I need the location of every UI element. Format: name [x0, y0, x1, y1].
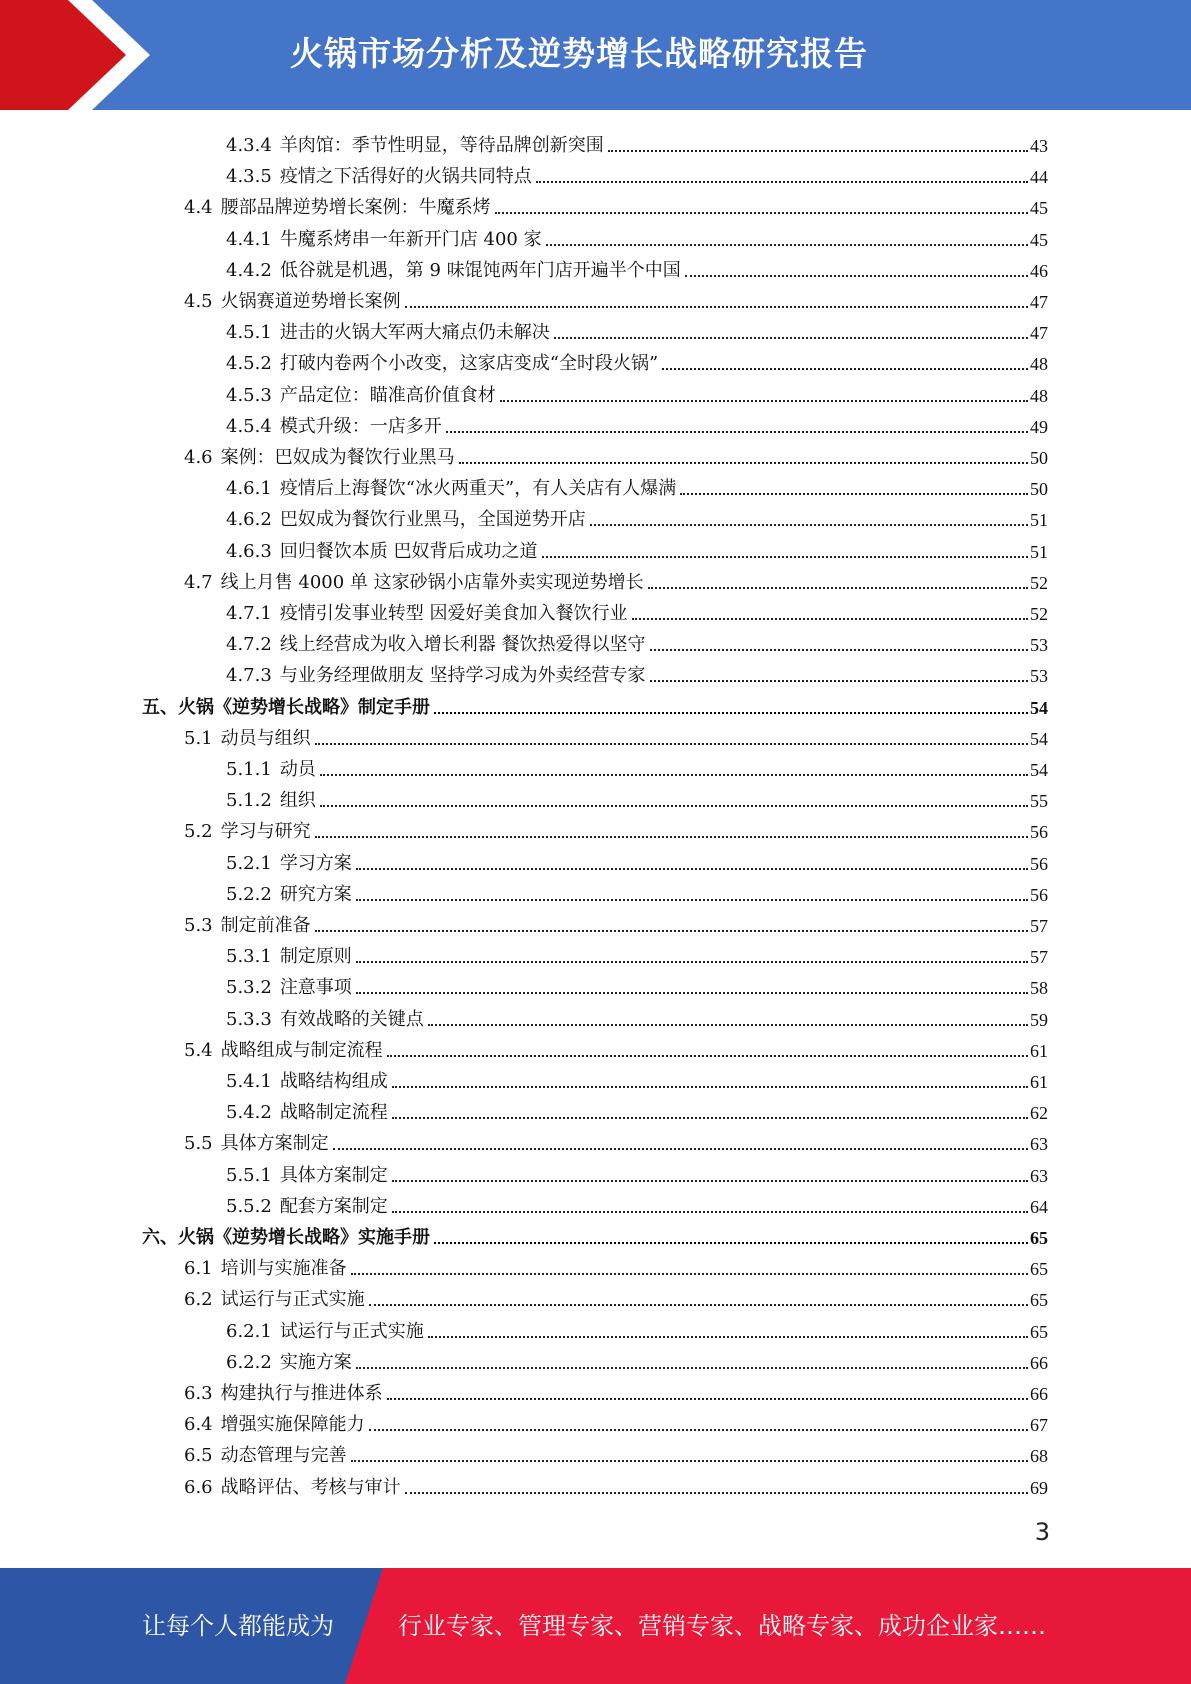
toc-entry-page: 68 [1030, 1446, 1048, 1467]
toc-entry-text: 战略制定流程 [279, 1102, 388, 1124]
toc-entry[interactable] [226, 875, 1048, 906]
toc-entry[interactable] [226, 1000, 1048, 1031]
toc-entry-text: 实施方案 [279, 1351, 352, 1373]
toc-entry-number: 4.5.3 [226, 384, 272, 406]
toc-dot-leader [356, 961, 1028, 963]
toc-dot-leader [650, 680, 1028, 682]
toc-entry-text: 培训与实施准备 [220, 1258, 347, 1280]
toc-entry-number: 5.4 [184, 1039, 213, 1061]
page-number: 3 [1034, 1518, 1050, 1546]
toc-entry[interactable] [184, 1031, 1048, 1062]
toc-entry-page: 48 [1030, 385, 1048, 406]
toc-entry-number: 5.5 [184, 1133, 213, 1155]
toc-entry-number: 6.3 [184, 1383, 213, 1404]
footer-banner [0, 1568, 1191, 1684]
toc-entry-number: 4.5.2 [226, 353, 272, 375]
toc-entry-page: 57 [1030, 916, 1048, 936]
toc-entry-page: 52 [1030, 572, 1048, 593]
toc-entry-text: 试运行与正式实施 [220, 1289, 365, 1311]
toc-entry-number: 6.2.1 [226, 1320, 272, 1342]
toc-dot-leader [608, 150, 1028, 152]
toc-entry-number: 4.6.3 [226, 540, 272, 562]
toc-entry-number: 4.4 [184, 197, 213, 219]
toc-entry[interactable] [142, 1218, 1048, 1249]
toc-entry-text: 模式升级：一店多开 [279, 415, 442, 437]
toc-entry-label [184, 447, 457, 469]
toc-entry-label [226, 541, 540, 563]
toc-entry-text: 疫情后上海餐饮“冰火两重天”，有人关店有人爆满 [279, 478, 677, 500]
toc-entry[interactable] [226, 844, 1048, 875]
toc-entry-page: 65 [1030, 1290, 1048, 1311]
toc-entry-text: 与业务经理做朋友 坚持学习成为外卖经营专家 [279, 665, 646, 687]
toc-dot-leader [356, 868, 1028, 870]
toc-entry-label [226, 1165, 390, 1187]
toc-dot-leader [685, 275, 1028, 277]
toc-entry-label [226, 884, 354, 906]
toc-entry-label [226, 135, 606, 157]
toc-entry-number: 4.7.2 [226, 634, 272, 656]
toc-dot-leader [428, 1336, 1028, 1338]
toc-entry-label [226, 759, 318, 781]
toc-entry-label [226, 665, 648, 687]
toc-entry-number: 5.2.2 [226, 883, 272, 905]
toc-entry-label [184, 572, 646, 594]
toc-entry-page: 63 [1030, 1134, 1048, 1155]
toc-entry-page: 47 [1030, 292, 1048, 312]
footer-slogan-left: 让每个人都能成为 [142, 1612, 334, 1640]
toc-entry-label [226, 385, 498, 407]
toc-entry-number: 5.1.1 [226, 759, 272, 780]
toc-entry-number: 5.3.3 [226, 1008, 272, 1030]
toc-entry[interactable] [226, 1312, 1048, 1343]
toc-entry-text: 制定前准备 [220, 915, 311, 936]
toc-entry-text: 配套方案制定 [279, 1195, 388, 1217]
toc-entry-number: 4.6.2 [226, 509, 272, 531]
toc-entry-label [226, 1071, 390, 1093]
toc-entry[interactable] [142, 688, 1048, 719]
toc-dot-leader [590, 524, 1028, 526]
toc-entry-label [184, 1040, 385, 1062]
toc-dot-leader [495, 212, 1028, 214]
toc-dot-leader [320, 805, 1028, 807]
toc-entry-page: 49 [1030, 416, 1048, 437]
toc-entry[interactable] [226, 376, 1048, 407]
toc-entry-number: 5.3 [184, 915, 213, 936]
toc-entry-page: 66 [1030, 1352, 1048, 1373]
toc-entry-text: 腰部品牌逆势增长案例：牛魔系烤 [220, 197, 491, 219]
toc-entry-text: 组织 [279, 790, 316, 812]
toc-entry-page: 56 [1030, 822, 1048, 843]
toc-entry-number: 6.6 [184, 1476, 213, 1498]
toc-entry-page: 56 [1030, 853, 1048, 874]
toc-entry-text: 疫情引发事业转型 因爱好美食加入餐饮行业 [279, 603, 628, 624]
toc-entry-number: 4.5 [184, 291, 213, 312]
toc-entry-page: 66 [1030, 1384, 1048, 1404]
toc-entry-page: 46 [1030, 260, 1048, 281]
toc-dot-leader [315, 743, 1028, 745]
toc-entry-label [184, 1133, 331, 1155]
toc-entry[interactable] [226, 532, 1048, 563]
toc-entry-text: 六、火锅《逆势增长战略》实施手册 [142, 1227, 430, 1248]
toc-entry[interactable] [226, 968, 1048, 999]
toc-entry-page: 63 [1030, 1165, 1048, 1186]
toc-entry-number: 4.3.5 [226, 166, 272, 188]
toc-entry-page: 52 [1030, 604, 1048, 624]
toc-entry[interactable] [184, 563, 1048, 594]
toc-dot-leader [405, 306, 1028, 308]
toc-dot-leader [536, 181, 1028, 183]
toc-entry-label [184, 1477, 403, 1499]
toc-entry[interactable] [226, 594, 1048, 625]
toc-dot-leader [369, 1429, 1028, 1431]
toc-entry-text: 产品定位：瞄准高价值食材 [279, 384, 496, 406]
toc-entry-label [184, 291, 403, 313]
toc-entry-label [142, 697, 432, 719]
toc-dot-leader [434, 1242, 1028, 1244]
toc-entry[interactable] [184, 1374, 1048, 1405]
toc-entry-text: 构建执行与推进体系 [220, 1383, 383, 1404]
toc-entry[interactable] [184, 719, 1048, 750]
toc-dot-leader [434, 712, 1028, 714]
toc-entry[interactable] [226, 344, 1048, 375]
toc-entry[interactable] [226, 1187, 1048, 1218]
toc-entry-text: 动态管理与完善 [220, 1445, 347, 1467]
toc-entry-page: 65 [1030, 1321, 1048, 1342]
toc-entry[interactable] [226, 251, 1048, 282]
toc-entry-label [184, 1258, 349, 1280]
toc-entry[interactable] [226, 937, 1048, 968]
toc-entry-page: 61 [1030, 1040, 1048, 1061]
toc-entry[interactable] [184, 1249, 1048, 1280]
toc-dot-leader [387, 1055, 1028, 1057]
toc-dot-leader [351, 1460, 1028, 1462]
toc-dot-leader [392, 1086, 1028, 1088]
toc-entry-page: 53 [1030, 666, 1048, 687]
toc-dot-leader [351, 1273, 1028, 1275]
toc-entry[interactable] [226, 656, 1048, 687]
toc-entry-label [226, 1009, 426, 1031]
toc-entry-text: 线上月售 4000 单 这家砂锅小店靠外卖实现逆势增长 [220, 571, 644, 593]
toc-entry-text: 具体方案制定 [279, 1164, 388, 1186]
toc-entry-text: 案例：巴奴成为餐饮行业黑马 [220, 447, 455, 468]
toc-entry[interactable] [184, 1124, 1048, 1155]
toc-entry-text: 研究方案 [279, 883, 352, 905]
toc-entry[interactable] [184, 812, 1048, 843]
toc-dot-leader [356, 992, 1028, 994]
toc-entry-text: 动员 [279, 759, 316, 780]
toc-entry-label [226, 1102, 390, 1124]
toc-entry-number: 5.4.1 [226, 1071, 272, 1092]
toc-entry-text: 战略评估、考核与审计 [220, 1476, 401, 1498]
toc-entry-page: 67 [1030, 1415, 1048, 1436]
toc-entry-label [226, 1321, 426, 1343]
toc-entry-page: 65 [1030, 1228, 1048, 1248]
toc-entry-number: 6.2.2 [226, 1351, 272, 1373]
toc-entry-number: 5.3.1 [226, 946, 272, 968]
toc-dot-leader [333, 1148, 1028, 1150]
toc-entry-number: 5.5.1 [226, 1164, 272, 1186]
toc-entry-text: 回归餐饮本质 巴奴背后成功之道 [279, 540, 538, 562]
toc-entry-number: 4.7.1 [226, 603, 272, 624]
toc-entry-text: 羊肉馆：季节性明显，等待品牌创新突围 [279, 135, 604, 156]
toc-entry-number: 4.5.1 [226, 322, 272, 344]
toc-dot-leader [428, 1024, 1028, 1026]
toc-entry-page: 55 [1030, 791, 1048, 812]
toc-entry[interactable] [226, 407, 1048, 438]
toc-dot-leader [392, 1117, 1028, 1119]
toc-entry-label [226, 603, 630, 625]
toc-entry[interactable] [184, 1468, 1048, 1499]
toc-dot-leader [315, 836, 1028, 838]
toc-entry-text: 火锅赛道逆势增长案例 [220, 291, 401, 312]
toc-entry-number: 5.5.2 [226, 1195, 272, 1217]
toc-dot-leader [320, 774, 1028, 776]
toc-entry-label [184, 728, 313, 750]
document-title: 火锅市场分析及逆势增长战略研究报告 [290, 34, 868, 73]
toc-entry-text: 疫情之下活得好的火锅共同特点 [279, 166, 532, 188]
toc-dot-leader [446, 431, 1028, 433]
toc-entry-text: 增强实施保障能力 [220, 1414, 365, 1436]
toc-entry[interactable] [184, 1436, 1048, 1467]
footer-slogan-right: 行业专家、管理专家、营销专家、战略专家、成功企业家…… [398, 1612, 1046, 1640]
toc-dot-leader [650, 649, 1028, 651]
toc-entry-text: 线上经营成为收入增长利器 餐饮热爱得以坚守 [279, 634, 646, 656]
toc-entry-label [226, 853, 354, 875]
toc-entry-page: 69 [1030, 1477, 1048, 1498]
toc-dot-leader [356, 899, 1028, 901]
toc-entry-label [226, 229, 544, 251]
toc-entry-text: 学习方案 [279, 852, 352, 874]
toc-entry-page: 45 [1030, 198, 1048, 219]
toc-entry-text: 有效战略的关键点 [279, 1008, 424, 1030]
toc-entry-text: 战略结构组成 [279, 1071, 388, 1092]
toc-entry[interactable] [226, 750, 1048, 781]
toc-entry-number: 5.1 [184, 727, 213, 749]
toc-entry[interactable] [226, 1156, 1048, 1187]
toc-entry[interactable] [226, 500, 1048, 531]
toc-entry-page: 64 [1030, 1196, 1048, 1217]
toc-entry[interactable] [226, 313, 1048, 344]
toc-dot-leader [459, 462, 1028, 464]
toc-entry-label [184, 197, 493, 219]
toc-entry-page: 45 [1030, 229, 1048, 250]
toc-entry-text: 注意事项 [279, 977, 352, 999]
toc-entry-label [226, 416, 444, 438]
toc-entry[interactable] [184, 188, 1048, 219]
toc-entry-number: 5.2 [184, 821, 213, 843]
toc-entry-page: 50 [1030, 448, 1048, 468]
toc-entry[interactable] [184, 282, 1048, 313]
toc-entry-number: 6.4 [184, 1414, 213, 1436]
toc-entry-page: 61 [1030, 1072, 1048, 1092]
toc-entry-number: 5.3.2 [226, 977, 272, 999]
toc-entry-label [184, 1383, 385, 1405]
toc-dot-leader [392, 1211, 1028, 1213]
toc-entry-text: 具体方案制定 [220, 1133, 329, 1155]
toc-entry-label [226, 509, 588, 531]
toc-entry-text: 战略组成与制定流程 [220, 1039, 383, 1061]
toc-entry-text: 进击的火锅大军两大痛点仍未解决 [279, 322, 550, 344]
toc-entry-number: 6.5 [184, 1445, 213, 1467]
toc-entry-page: 54 [1030, 728, 1048, 749]
toc-entry-label [226, 977, 354, 999]
toc-entry-label [226, 478, 678, 500]
toc-entry-page: 50 [1030, 479, 1048, 500]
toc-entry-page: 43 [1030, 136, 1048, 156]
toc-entry-label [226, 322, 552, 344]
toc-dot-leader [392, 1180, 1028, 1182]
toc-entry-number: 4.5.4 [226, 415, 272, 437]
toc-dot-leader [680, 493, 1028, 495]
toc-entry-label [226, 1352, 354, 1374]
toc-entry-text: 牛魔系烤串一年新开门店 400 家 [279, 228, 542, 250]
toc-entry[interactable] [184, 1280, 1048, 1311]
toc-entry-label [226, 353, 660, 375]
toc-entry[interactable] [226, 1093, 1048, 1124]
toc-entry[interactable] [226, 625, 1048, 656]
toc-entry-number: 6.1 [184, 1258, 213, 1280]
toc-entry-label [184, 821, 313, 843]
toc-entry-number: 4.6.1 [226, 478, 272, 500]
toc-entry-number: 4.3.4 [226, 135, 272, 156]
toc-entry-label [226, 166, 534, 188]
toc-entry-text: 五、火锅《逆势增长战略》制定手册 [142, 696, 430, 718]
toc-entry[interactable] [184, 906, 1048, 937]
toc-entry-number: 5.2.1 [226, 852, 272, 874]
toc-dot-leader [500, 400, 1028, 402]
toc-entry-number: 4.4.1 [226, 228, 272, 250]
toc-entry-label [184, 1445, 349, 1467]
toc-entry-number: 4.6 [184, 447, 213, 468]
toc-dot-leader [315, 930, 1028, 932]
toc-entry-label [184, 1414, 367, 1436]
toc-entry-page: 53 [1030, 635, 1048, 656]
toc-entry[interactable] [226, 469, 1048, 500]
toc-entry-label [226, 634, 648, 656]
toc-entry-label [226, 1196, 390, 1218]
toc-entry-number: 4.7.3 [226, 665, 272, 687]
toc-entry-page: 51 [1030, 541, 1048, 562]
toc-dot-leader [369, 1304, 1028, 1306]
toc-entry-label [226, 946, 354, 968]
toc-entry[interactable] [226, 157, 1048, 188]
toc-entry-page: 59 [1030, 1009, 1048, 1030]
toc-entry-label [226, 260, 683, 282]
toc-entry-page: 44 [1030, 167, 1048, 188]
toc-entry[interactable] [226, 1343, 1048, 1374]
toc-entry-label [226, 790, 318, 812]
toc-entry-text: 学习与研究 [220, 821, 311, 843]
toc-entry-label [142, 1227, 432, 1249]
toc-dot-leader [632, 618, 1028, 620]
toc-entry-page: 54 [1030, 697, 1048, 718]
toc-entry-number: 4.4.2 [226, 259, 272, 281]
toc-entry[interactable] [184, 438, 1048, 469]
toc-dot-leader [554, 337, 1028, 339]
toc-entry-number: 5.1.2 [226, 790, 272, 812]
toc-entry[interactable] [226, 220, 1048, 251]
toc-dot-leader [387, 1398, 1028, 1400]
toc-entry[interactable] [226, 126, 1048, 157]
toc-entry-text: 制定原则 [279, 946, 352, 968]
toc-entry-page: 54 [1030, 760, 1048, 780]
toc-entry-page: 56 [1030, 884, 1048, 905]
toc-entry-text: 打破内卷两个小改变，这家店变成“全时段火锅” [279, 353, 659, 375]
toc-dot-leader [662, 368, 1028, 370]
toc-dot-leader [405, 1492, 1028, 1494]
toc-dot-leader [546, 244, 1028, 246]
toc-entry[interactable] [226, 781, 1048, 812]
toc-entry-page: 51 [1030, 510, 1048, 531]
toc-entry-number: 6.2 [184, 1289, 213, 1311]
toc-entry-text: 试运行与正式实施 [279, 1320, 424, 1342]
toc-entry-page: 48 [1030, 354, 1048, 375]
toc-entry[interactable] [184, 1405, 1048, 1436]
toc-entry-page: 58 [1030, 978, 1048, 999]
toc-entry-label [184, 915, 313, 937]
toc-entry-text: 低谷就是机遇，第 9 味馄饨两年门店开遍半个中国 [279, 259, 681, 281]
toc-dot-leader [648, 587, 1028, 589]
toc-entry-page: 62 [1030, 1103, 1048, 1124]
toc-entry-number: 4.7 [184, 571, 213, 593]
toc-entry[interactable] [226, 1062, 1048, 1093]
toc-entry-text: 动员与组织 [220, 727, 311, 749]
toc-dot-leader [542, 556, 1028, 558]
toc-entry-page: 57 [1030, 947, 1048, 968]
header-banner [0, 0, 1191, 110]
toc-entry-text: 巴奴成为餐饮行业黑马，全国逆势开店 [279, 509, 586, 531]
toc-dot-leader [356, 1367, 1028, 1369]
toc-entry-page: 47 [1030, 323, 1048, 344]
toc-entry-page: 65 [1030, 1259, 1048, 1280]
toc-entry-number: 5.4.2 [226, 1102, 272, 1124]
toc-entry-label [184, 1289, 367, 1311]
